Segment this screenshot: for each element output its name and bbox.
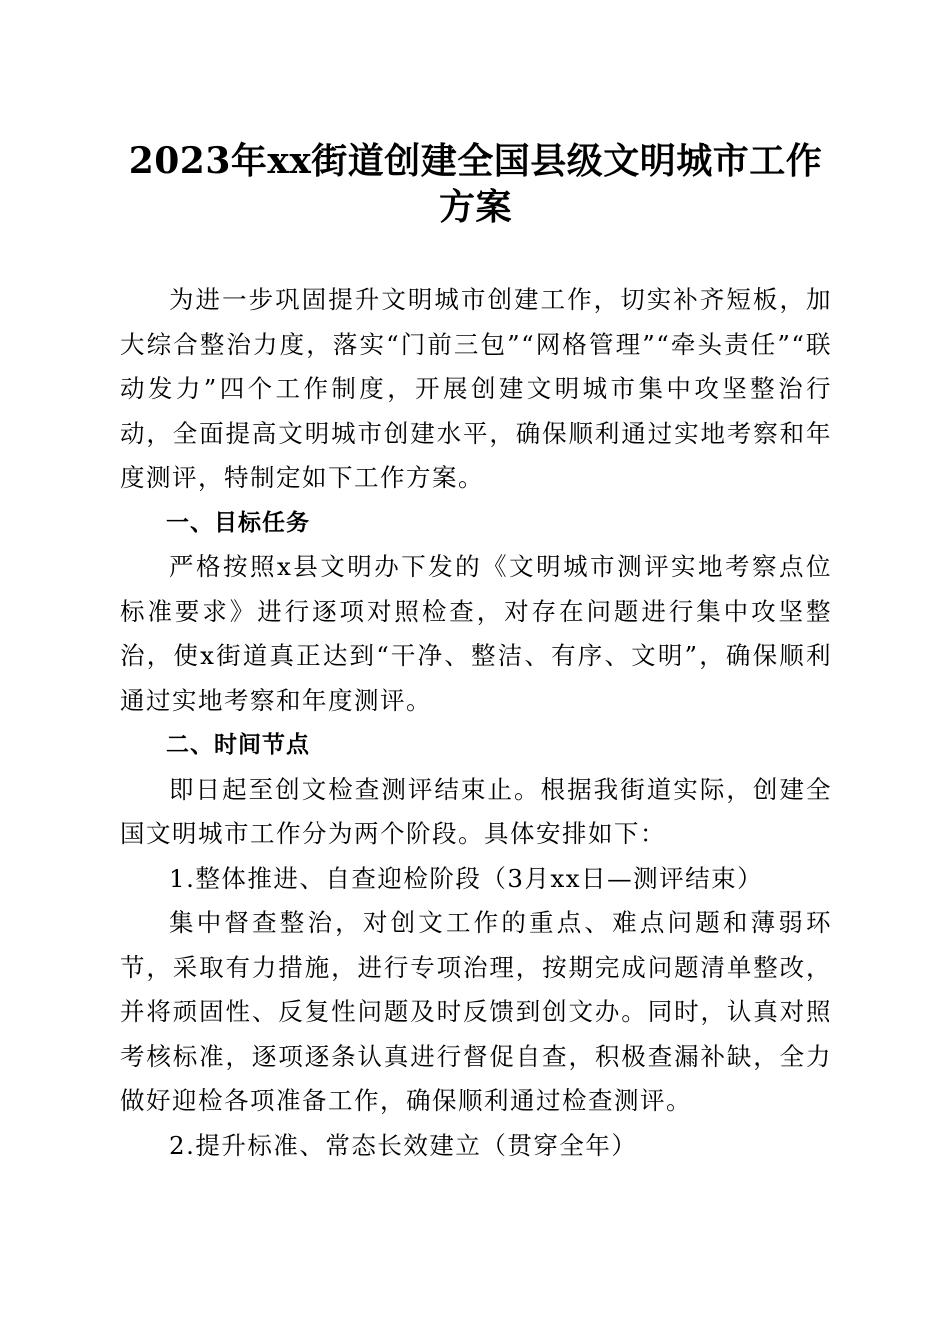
document-body [120, 278, 832, 1168]
intro-paragraph: 为进一步巩固提升文明城市创建工作，切实补齐短板，加大综合整治力度，落实“门前三包”“网格管理”“牵头责任”“联动发力”四个工作制度，开展创建文明城市集中攻坚整治行动，全面提高文明城市创建水平，确保顺利通过实地考察和年度测评，特制定如下工作方案。 [120, 285, 832, 492]
section-heading-timeline: 二、时间节点 [166, 732, 310, 758]
goals-paragraph: 严格按照x县文明办下发的《文明城市测评实地考察点位标准要求》进行逐项对照检查，对存在问题进行集中攻坚整治，使x街道真正达到“干净、整洁、有序、文明”，确保顺利通过实地考察和年度测评。 [120, 552, 832, 715]
stage1-paragraph: 集中督查整治，对创文工作的重点、难点问题和薄弱环节，采取有力措施，进行专项治理，按期完成问题清单整改，并将顽固性、反复性问题及时反馈到创文办。同时，认真对照考核标准，逐项逐条认真进行督促自查，积极查漏补缺，全力做好迎检各项准备工作，确保顺利通过检查测评。 [120, 908, 832, 1115]
timeline-paragraph: 即日起至创文检查测评结束止。根据我街道实际，创建全国文明城市工作分为两个阶段。具体安排如下： [120, 774, 832, 848]
stage2-title: 2.提升标准、常态长效建立（贯穿全年） [169, 1130, 638, 1160]
section-heading-goals: 一、目标任务 [166, 509, 310, 536]
document-title: 2023年xx街道创建全国县级文明城市工作方案 [128, 140, 823, 228]
stage1-title: 1.整体推进、自查迎检阶段（3月xx日—测评结束） [169, 863, 764, 893]
